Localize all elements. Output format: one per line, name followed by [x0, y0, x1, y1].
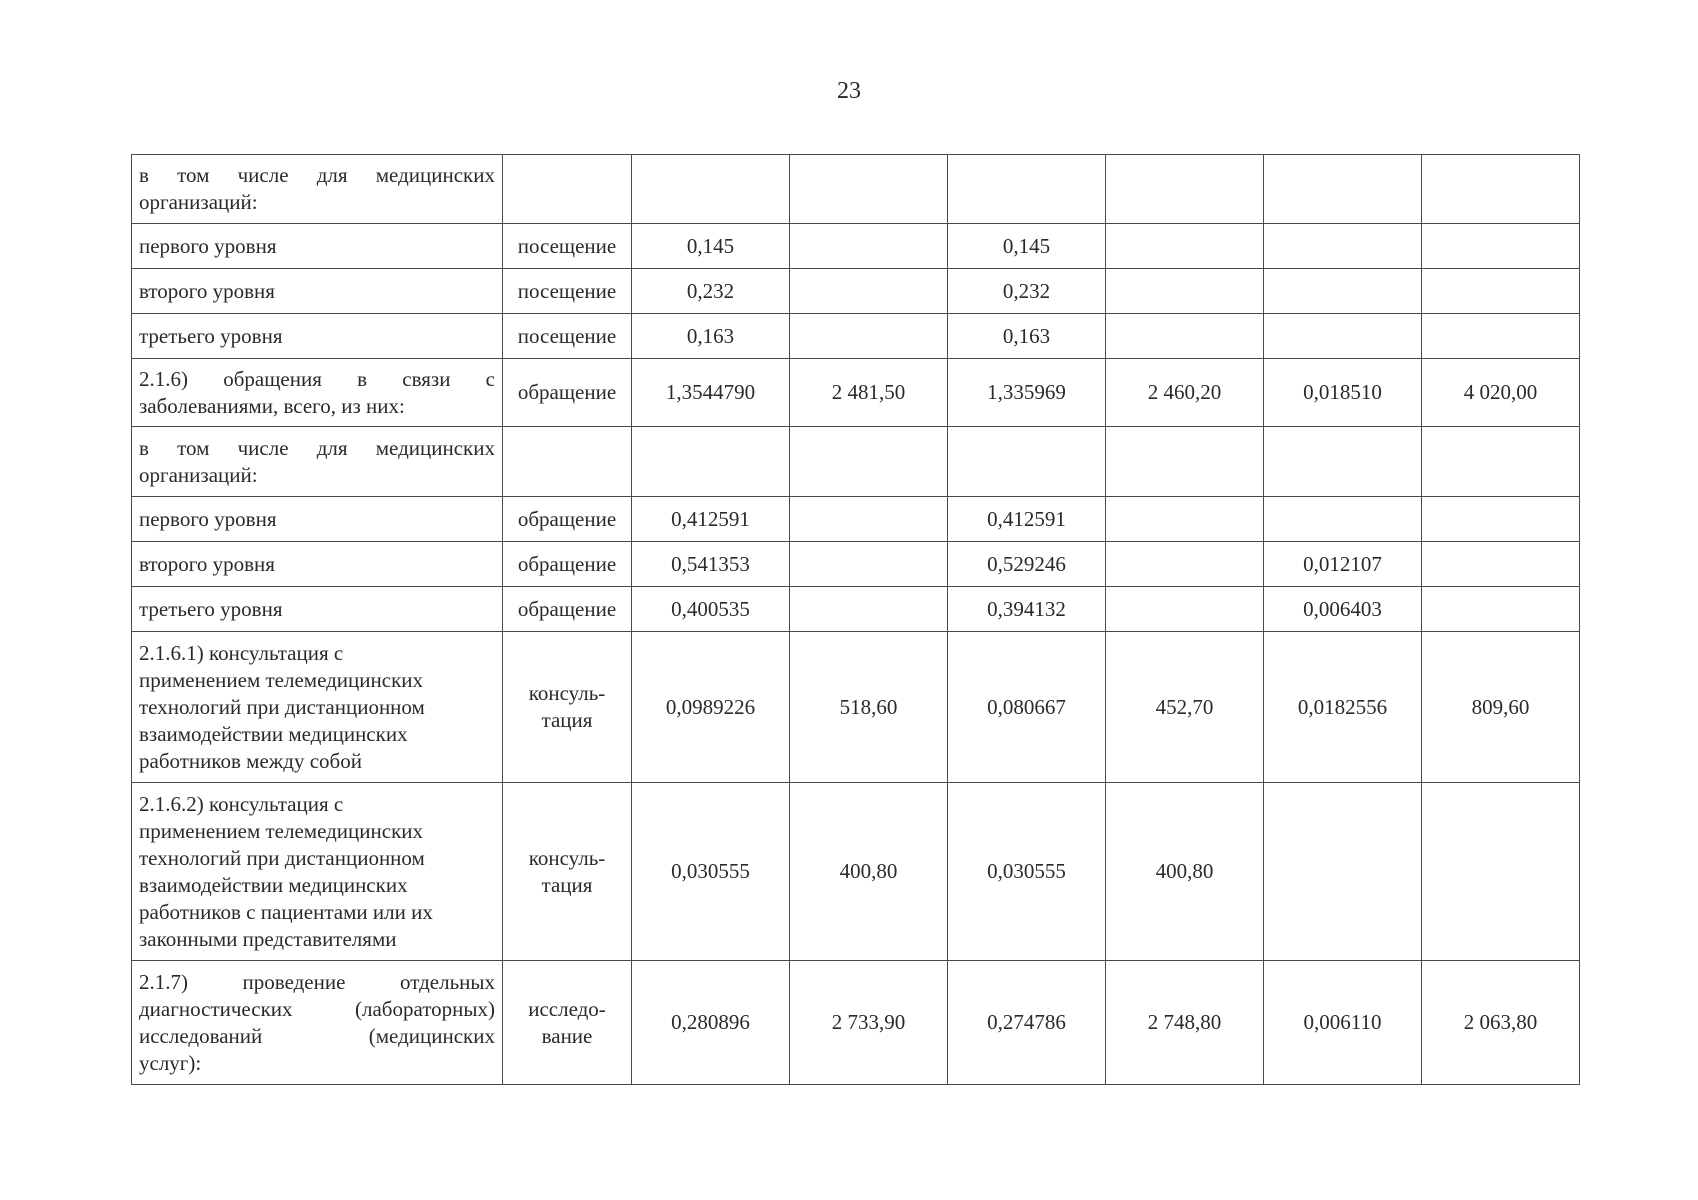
value-cell — [790, 497, 948, 542]
value-cell — [790, 314, 948, 359]
value-cell: 0,030555 — [632, 783, 790, 961]
row-label-line: третьего уровня — [139, 323, 283, 348]
table-row — [132, 269, 1580, 314]
table-row — [132, 783, 1580, 961]
value-cell: 0,400535 — [632, 587, 790, 632]
value-cell — [1106, 587, 1264, 632]
row-label-line: второго уровня — [139, 551, 275, 576]
row-label — [132, 427, 503, 497]
row-label-line: в том числе для медицинских — [139, 163, 495, 187]
row-label-line: первого уровня — [139, 506, 277, 531]
row-unit-line: обращение — [517, 506, 617, 531]
row-unit — [503, 427, 632, 497]
row-unit-line: консуль- — [528, 845, 606, 870]
value-cell — [948, 155, 1106, 224]
value-cell: 1,3544790 — [632, 359, 790, 427]
row-unit — [503, 587, 632, 632]
row-unit-line: обращение — [517, 551, 617, 576]
value-cell — [1422, 542, 1580, 587]
value-cell — [1106, 224, 1264, 269]
value-cell — [1422, 155, 1580, 224]
row-label-line: взаимодействии медицинских — [139, 872, 408, 897]
data-table — [131, 154, 1580, 1085]
value-cell — [1106, 497, 1264, 542]
row-unit-line: тация — [541, 708, 593, 732]
row-unit — [503, 542, 632, 587]
value-cell — [790, 155, 948, 224]
value-cell: 0,012107 — [1264, 542, 1422, 587]
row-label-line: 2.1.7) проведение отдельных — [139, 969, 495, 994]
value-cell — [790, 587, 948, 632]
row-label-line: работников между собой — [139, 748, 362, 773]
row-label-line: 2.1.6.1) консультация с — [139, 640, 344, 665]
row-unit-line: посещение — [517, 278, 617, 303]
row-unit — [503, 224, 632, 269]
row-unit — [503, 359, 632, 427]
value-cell: 0,0182556 — [1264, 632, 1422, 783]
row-unit — [503, 314, 632, 359]
value-cell — [1422, 314, 1580, 359]
table-row — [132, 155, 1580, 224]
value-cell — [1422, 427, 1580, 497]
value-cell: 4 020,00 — [1422, 359, 1580, 427]
row-label-line: технологий при дистанционном — [139, 694, 425, 719]
value-cell: 518,60 — [790, 632, 948, 783]
value-cell: 400,80 — [790, 783, 948, 961]
value-cell: 0,280896 — [632, 961, 790, 1085]
row-label — [132, 497, 503, 542]
value-cell: 2 063,80 — [1422, 961, 1580, 1085]
row-unit-line: исследо- — [528, 996, 606, 1021]
value-cell — [1106, 269, 1264, 314]
row-label-line: законными представителями — [139, 926, 397, 951]
row-label-line: 2.1.6) обращения в связи с — [139, 366, 495, 391]
row-label-line: 2.1.6.2) консультация с — [139, 791, 344, 816]
value-cell: 0,006110 — [1264, 961, 1422, 1085]
value-cell — [1422, 269, 1580, 314]
row-unit — [503, 961, 632, 1085]
value-cell: 0,232 — [632, 269, 790, 314]
value-cell: 0,412591 — [948, 497, 1106, 542]
table-row — [132, 359, 1580, 427]
row-label — [132, 224, 503, 269]
table-row — [132, 961, 1580, 1085]
row-label-line: диагностических (лабораторных) — [139, 996, 495, 1021]
value-cell — [1264, 783, 1422, 961]
value-cell: 0,412591 — [632, 497, 790, 542]
value-cell: 2 481,50 — [790, 359, 948, 427]
value-cell — [632, 155, 790, 224]
row-label-line: первого уровня — [139, 233, 277, 258]
value-cell: 2 733,90 — [790, 961, 948, 1085]
value-cell — [1106, 427, 1264, 497]
row-unit-line: обращение — [517, 380, 617, 404]
value-cell — [1106, 314, 1264, 359]
row-label-line: применением телемедицинских — [139, 667, 424, 692]
value-cell: 0,018510 — [1264, 359, 1422, 427]
value-cell — [1264, 427, 1422, 497]
table-row — [132, 497, 1580, 542]
row-unit — [503, 269, 632, 314]
row-label — [132, 359, 503, 427]
value-cell: 452,70 — [1106, 632, 1264, 783]
page-number: 23 — [837, 78, 861, 104]
value-cell: 0,394132 — [948, 587, 1106, 632]
value-cell: 2 748,80 — [1106, 961, 1264, 1085]
value-cell — [632, 427, 790, 497]
row-label — [132, 155, 503, 224]
value-cell — [1264, 497, 1422, 542]
row-unit-line: посещение — [517, 233, 617, 258]
row-unit-line: вание — [541, 1023, 593, 1048]
value-cell: 400,80 — [1106, 783, 1264, 961]
row-unit — [503, 497, 632, 542]
row-label-line: услуг): — [139, 1050, 202, 1075]
value-cell — [1264, 224, 1422, 269]
row-label — [132, 783, 503, 961]
row-label-line: третьего уровня — [139, 596, 283, 621]
row-label-line: организаций: — [139, 462, 258, 487]
value-cell — [790, 224, 948, 269]
row-label — [132, 587, 503, 632]
table-row — [132, 224, 1580, 269]
row-label-line: применением телемедицинских — [139, 818, 424, 843]
value-cell: 0,030555 — [948, 783, 1106, 961]
row-label-line: заболеваниями, всего, из них: — [139, 393, 405, 418]
value-cell: 0,145 — [948, 224, 1106, 269]
row-label-line: взаимодействии медицинских — [139, 721, 408, 746]
value-cell — [1422, 587, 1580, 632]
row-unit-line: консуль- — [528, 681, 606, 705]
table-row — [132, 632, 1580, 783]
value-cell — [1422, 497, 1580, 542]
value-cell — [1106, 542, 1264, 587]
value-cell — [1264, 269, 1422, 314]
value-cell: 0,274786 — [948, 961, 1106, 1085]
value-cell — [1422, 224, 1580, 269]
row-label-line: организаций: — [139, 190, 258, 214]
table-row — [132, 314, 1580, 359]
row-label-line: исследований (медицинских — [139, 1023, 495, 1048]
value-cell: 0,0989226 — [632, 632, 790, 783]
row-label — [132, 314, 503, 359]
value-cell — [1422, 783, 1580, 961]
value-cell: 2 460,20 — [1106, 359, 1264, 427]
row-label — [132, 632, 503, 783]
value-cell — [948, 427, 1106, 497]
row-unit — [503, 783, 632, 961]
value-cell: 1,335969 — [948, 359, 1106, 427]
row-label-line: технологий при дистанционном — [139, 845, 425, 870]
row-label-line: работников с пациентами или их — [139, 899, 433, 924]
value-cell — [790, 427, 948, 497]
value-cell: 0,163 — [948, 314, 1106, 359]
row-label — [132, 269, 503, 314]
value-cell — [790, 269, 948, 314]
value-cell: 0,006403 — [1264, 587, 1422, 632]
row-unit-line: тация — [541, 872, 593, 897]
row-label-line: в том числе для медицинских — [139, 435, 495, 460]
row-label — [132, 542, 503, 587]
row-unit-line: обращение — [517, 596, 617, 621]
value-cell: 809,60 — [1422, 632, 1580, 783]
row-unit — [503, 155, 632, 224]
row-label — [132, 961, 503, 1085]
value-cell — [790, 542, 948, 587]
row-label-line: второго уровня — [139, 278, 275, 303]
table-row — [132, 587, 1580, 632]
value-cell: 0,163 — [632, 314, 790, 359]
value-cell: 0,145 — [632, 224, 790, 269]
value-cell — [1106, 155, 1264, 224]
value-cell — [1264, 314, 1422, 359]
value-cell: 0,541353 — [632, 542, 790, 587]
value-cell — [1264, 155, 1422, 224]
value-cell: 0,529246 — [948, 542, 1106, 587]
value-cell: 0,232 — [948, 269, 1106, 314]
table-row — [132, 542, 1580, 587]
value-cell: 0,080667 — [948, 632, 1106, 783]
row-unit — [503, 632, 632, 783]
table-row — [132, 427, 1580, 497]
row-unit-line: посещение — [517, 323, 617, 348]
